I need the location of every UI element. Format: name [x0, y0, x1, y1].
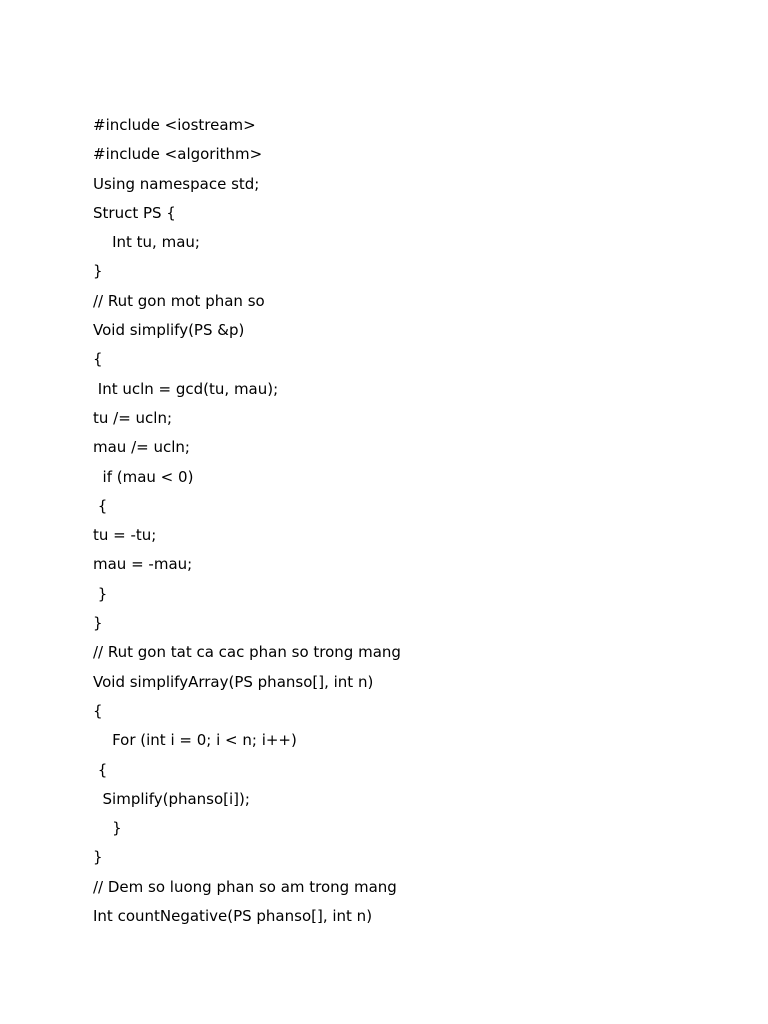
code-line: #include <iostream> [93, 116, 256, 134]
code-line: Void simplify(PS &p) [93, 321, 245, 340]
code-line: } [93, 614, 103, 633]
code-line: For (int i = 0; i < n; i++) [93, 731, 297, 750]
code-line: } [93, 262, 103, 281]
code-line: Using namespace std; [93, 174, 260, 193]
comment-line: // Rut gon tat ca cac phan so trong mang [93, 643, 401, 662]
code-line: { [93, 701, 103, 720]
code-line: Int countNegative(PS phanso[], int n) [93, 907, 373, 926]
comment-line: // Dem so luong phan so am trong mang [93, 877, 397, 896]
code-line: #include <algorithm> [93, 145, 263, 164]
code-line: tu = -tu; [93, 526, 157, 545]
code-line: mau /= ucln; [93, 438, 190, 457]
code-line: Int tu, mau; [93, 233, 200, 252]
code-line: if (mau < 0) [93, 467, 194, 486]
code-line: { [93, 350, 103, 369]
code-line: Int ucln = gcd(tu, mau); [93, 379, 279, 398]
code-text-block [93, 114, 401, 934]
comment-line: // Rut gon mot phan so [93, 291, 265, 310]
code-line: } [93, 819, 122, 838]
code-line: } [93, 848, 103, 867]
code-line: { [93, 496, 108, 515]
code-line: Void simplifyArray(PS phanso[], int n) [93, 672, 374, 691]
code-line: Simplify(phanso[i]); [93, 789, 250, 808]
code-line: { [93, 760, 108, 779]
code-line: Struct PS { [93, 203, 176, 222]
code-line: mau = -mau; [93, 555, 193, 574]
code-line: tu /= ucln; [93, 408, 173, 427]
code-line: } [93, 584, 108, 603]
